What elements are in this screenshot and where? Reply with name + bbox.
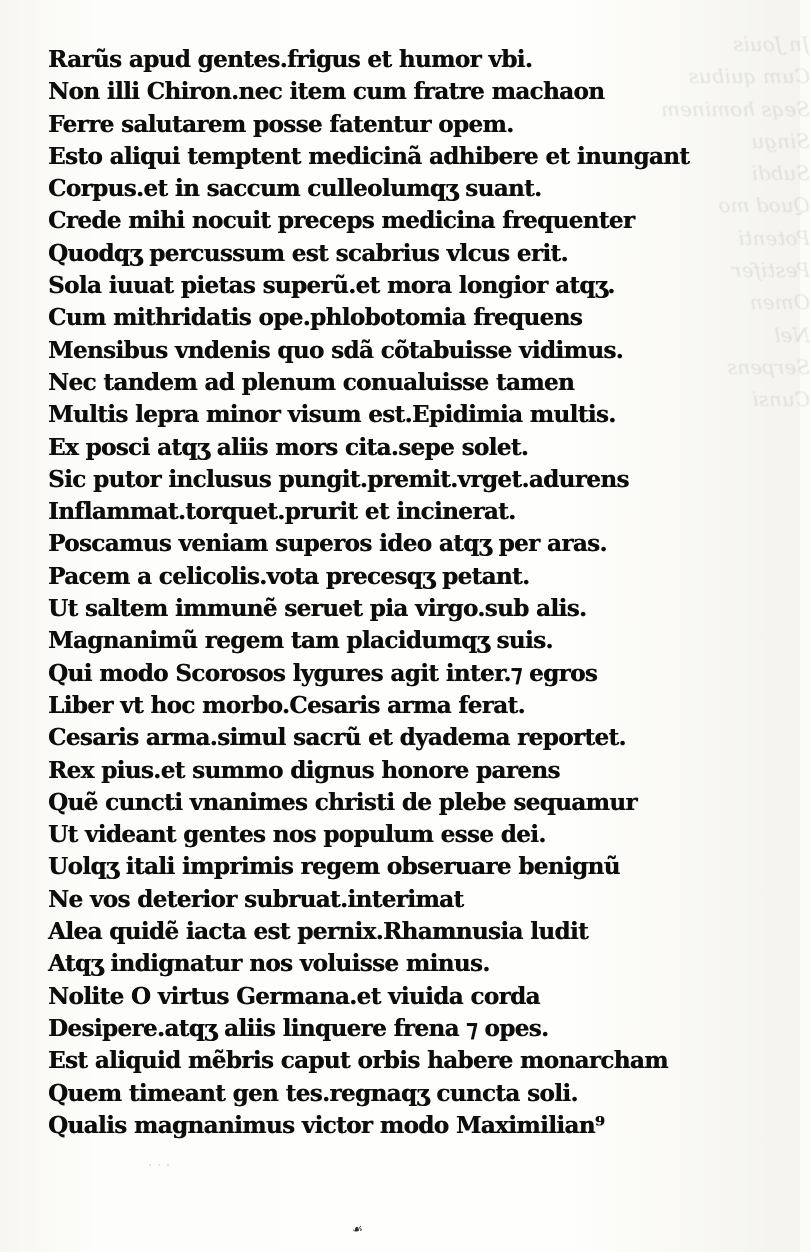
verse-line: Quodqʒ percussum est scabrius vlcus erit. — [48, 239, 568, 267]
verse-line: Cum mithridatis ope.phlobotomia frequens — [48, 304, 583, 332]
verse-line: Mensibus vndenis quo sdã cõtabuisse vidimus. — [48, 336, 624, 364]
verse-line: Poscamus veniam superos ideo atqʒ per aras. — [48, 530, 607, 558]
verse-line: Non illi Chiron.nec item cum fratre machaon — [48, 78, 605, 106]
verse-line: Corpus.et in saccum culleolumqʒ suant. — [48, 175, 542, 203]
verse-line: Pacem a celicolis.vota precesqʒ petant. — [48, 562, 530, 590]
verse-line: Inflammat.torquet.prurit et incinerat. — [48, 498, 516, 526]
verse-line: Ne vos deterior subruat.interimat — [48, 885, 464, 913]
verse-line: Ut videant gentes nos populum esse dei. — [48, 821, 546, 849]
verse-line: Liber vt hoc morbo.Cesaris arma ferat. — [48, 691, 525, 719]
show-through-text: Jn Jouis Cum quibus Seqs hominem Singu Subdi Quod mo Potenti Pestifer Omen Nel Serpens Cunsi — [661, 32, 810, 412]
verse-line: Rarũs apud gentes.frigus et humor vbi. — [48, 46, 533, 73]
verse-line: Quẽ cuncti vnanimes christi de plebe sequamur — [48, 788, 637, 816]
verse-line: Alea quidẽ iacta est pernix.Rhamnusia ludit — [48, 918, 589, 946]
verse-line: Magnanimũ regem tam placidumqʒ suis. — [48, 627, 553, 655]
verse-line: Ex posci atqʒ aliis mors cita.sepe solet. — [48, 433, 529, 461]
verse-line: Atqʒ indignatur nos voluisse minus. — [48, 950, 490, 978]
verse-line: Multis lepra minor visum est.Epidimia multis. — [48, 401, 616, 429]
verse-line: Sola iuuat pietas superũ.et mora longior atqʒ. — [48, 272, 615, 300]
verse-line: Cesaris arma.simul sacrũ et dyadema reportet. — [48, 724, 626, 752]
verse-line: Est aliquid mẽbris caput orbis habere monarcham — [48, 1047, 668, 1075]
verse-line: Crede mihi nocuit preceps medicina frequenter — [48, 207, 635, 235]
verse-list — [48, 44, 728, 1142]
verse-line: Ut saltem immunẽ seruet pia virgo.sub alis. — [48, 595, 587, 623]
verse-line: Sic putor inclusus pungit.premit.vrget.adurens — [48, 465, 629, 493]
verse-line: Nolite O virtus Germana.et viuida corda — [48, 982, 540, 1010]
verse-line: Nec tandem ad plenum conualuisse tamen — [48, 368, 575, 396]
verse-line: Qui modo Scorosos lygures agit inter.⁊ egros — [48, 659, 598, 687]
verse-line: Desipere.atqʒ aliis linquere frena ⁊ opes. — [48, 1014, 549, 1042]
verse-line: Esto aliqui temptent medicinã adhibere et inungant — [48, 142, 690, 170]
printers-mark-icon: ☙ — [351, 1221, 364, 1237]
verse-line: Uolqʒ itali imprimis regem obseruare benignũ — [48, 853, 620, 881]
verse-line: Rex pius.et summo dignus honore parens — [48, 756, 560, 784]
verse-line: Qualis magnanimus victor modo Maximilian⁹ — [48, 1111, 605, 1139]
faint-mark: · · · — [148, 1158, 171, 1174]
verse-line: Ferre salutarem posse fatentur opem. — [48, 110, 514, 138]
verse-line: Quem timeant gen tes.regnaqʒ cuncta soli. — [48, 1079, 578, 1107]
